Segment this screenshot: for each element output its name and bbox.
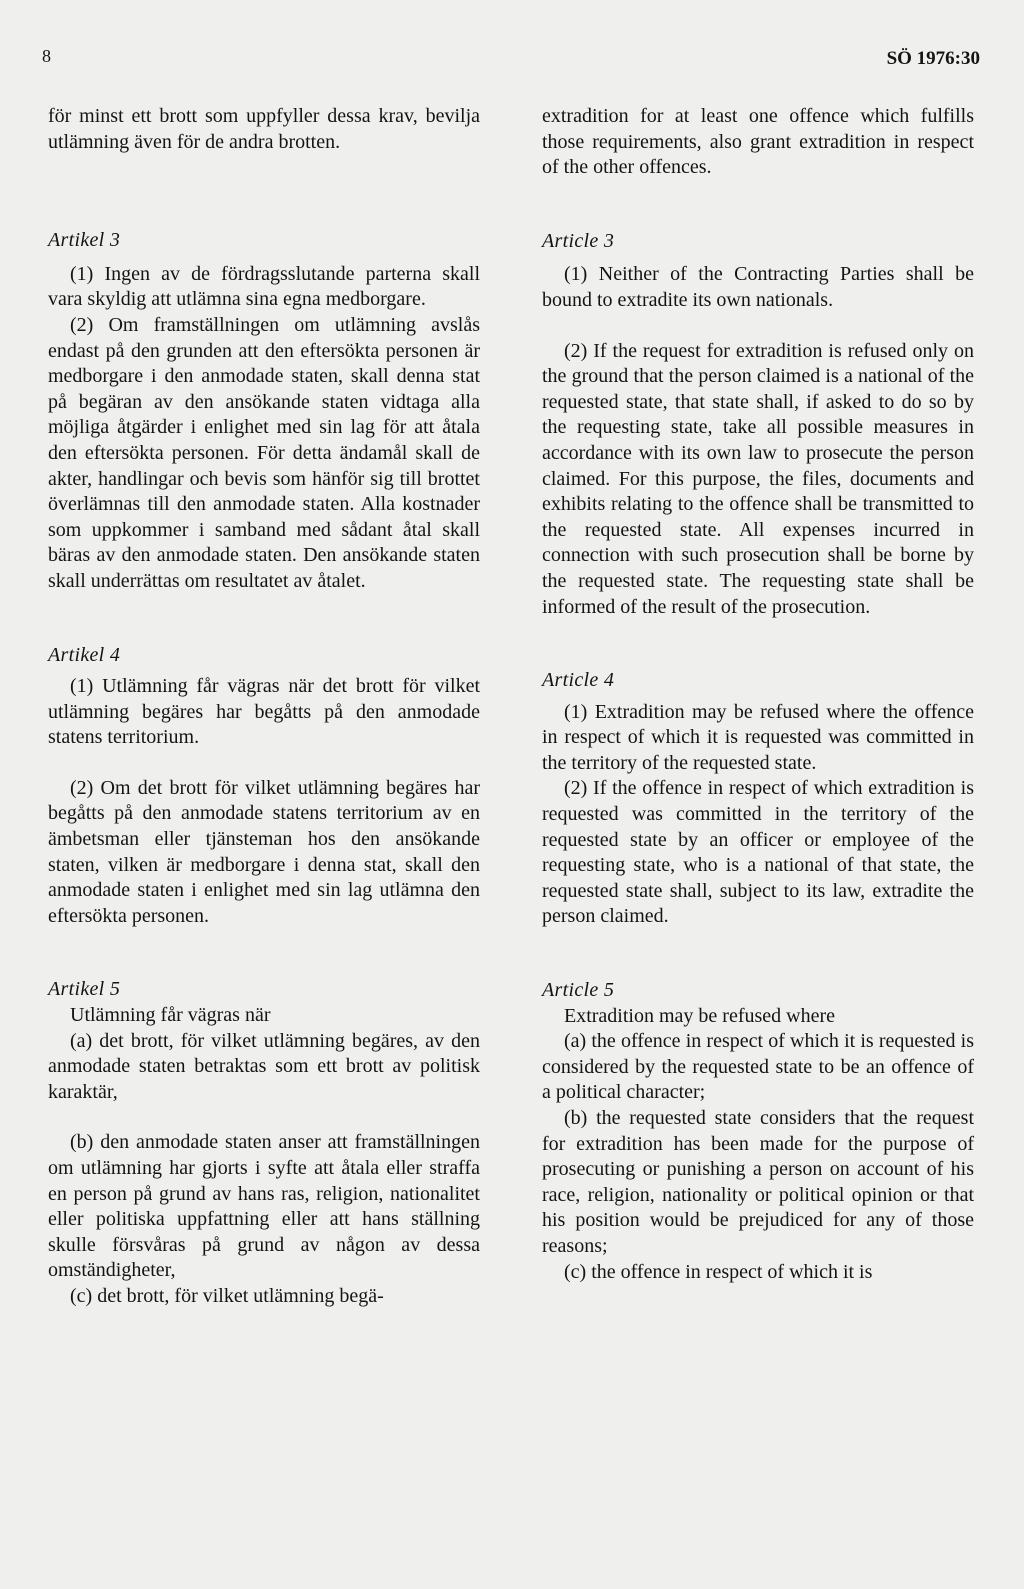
en-article-4-heading: Article 4: [542, 669, 615, 692]
en-article-3-para-1: (1) Neither of the Contracting Parties shall be bound to extradite its own nationals.: [542, 263, 974, 311]
en-article-5-lead: Extradition may be refused where: [564, 1004, 836, 1027]
english-column: [542, 104, 974, 1285]
en-article-5-item-a: (a) the offence in respect of which it is requested is considered by the requested state to be an offence of a political character;: [542, 1030, 974, 1104]
page-number: 8: [42, 46, 51, 66]
sv-article-3-heading: Artikel 3: [48, 229, 121, 252]
en-article-3-heading: Article 3: [542, 229, 615, 252]
en-article-4-para-1: (1) Extradition may be refused where the offence in respect of which it is requested was committed in the territory of the requested state.: [542, 700, 974, 774]
sv-article-3-para-2: (2) Om framställningen om utlämning avslås endast på den grunden att den eftersökta personen är medborgare i den anmodade staten, skall denna stat på begäran av den ansökande staten vidtaga alla möjliga åtgärder i enlighet med sin lag för att åtala den eftersökta personen. För detta ändamål skall de akter, handlingar och bevis som hänför sig till brottet överlämnas till den anmodade staten. Alla kostnader som uppkommer i samband med sådant åtal skall bäras av den anmodade staten. Den ansökande staten skall underrättas om resultatet av åtalet.: [48, 313, 480, 592]
sv-article-5-item-a: (a) det brott, för vilket utlämning begäres, av den anmodade staten betraktas som ett brott av politisk karaktär,: [48, 1029, 480, 1103]
sv-article-3-para-1: (1) Ingen av de fördragsslutande parterna skall vara skyldig att utlämna sina egna medborgare.: [48, 262, 480, 311]
en-article-5-item-b: (b) the requested state considers that the request for extradition has been made for the purpose of prosecuting or punishing a person on account of his race, religion, nationality or political opinion or that his position would be prejudiced for any of those reasons;: [542, 1107, 974, 1257]
sv-article-5-item-b: (b) den anmodade staten anser att framställningen om utlämning har gjorts i syfte att åtala eller straffa en person på grund av hans ras, religion, nationalitet eller politiska uppfattning eller att hans ställning skulle försvåras på grund av någon av dessa omständigheter,: [48, 1131, 480, 1282]
sv-article-4-para-1: (1) Utlämning får vägras när det brott för vilket utlämning begäres har begåtts på den anmodade statens territorium.: [48, 675, 480, 749]
sv-article-4-para-2: (2) Om det brott för vilket utlämning begäres har begåtts på den anmodade statens territorium av en ämbetsman eller tjänsteman hos den ansökande staten, vilken är medborgare i denna stat, skall den anmodade staten i enlighet med sin lag utlämna den eftersökta personen.: [48, 776, 480, 927]
swedish-column: [48, 104, 480, 1310]
en-article-3-para-2: (2) If the request for extradition is refused only on the ground that the person claimed is a national of the requested state, that state shall, if asked to do so by the requesting state, take all possible measures in accordance with its own law to prosecute the person claimed. For this purpose, the files, documents and exhibits relating to the offence shall be transmitted to the requested state. All expenses incurred in connection with such prosecution shall be borne by the requested state. The requesting state shall be informed of the result of the prosecution.: [542, 339, 974, 618]
sv-article-5-heading: Artikel 5: [48, 978, 121, 1001]
en-article-5-item-c: (c) the offence in respect of which it is: [564, 1260, 873, 1283]
document-reference: SÖ 1976:30: [886, 48, 980, 69]
sv-article-5-lead: Utlämning får vägras när: [70, 1004, 271, 1027]
en-article-4-para-2: (2) If the offence in respect of which extradition is requested was committed in the territory of the requested state by an officer or employee of the requesting state, who is a national of that state, the requested state shall, subject to its law, extradite the person claimed.: [542, 777, 974, 928]
sv-intro-paragraph: för minst ett brott som uppfyller dessa krav, bevilja utlämning även för de andra brotten.: [48, 105, 480, 153]
en-article-5-heading: Article 5: [542, 979, 615, 1002]
sv-article-5-item-c: (c) det brott, för vilket utlämning begä-: [70, 1284, 384, 1307]
en-intro-paragraph: extradition for at least one offence which fulfills those requirements, also grant extradition in respect of the other offences.: [542, 105, 974, 179]
sv-article-4-heading: Artikel 4: [48, 643, 121, 666]
